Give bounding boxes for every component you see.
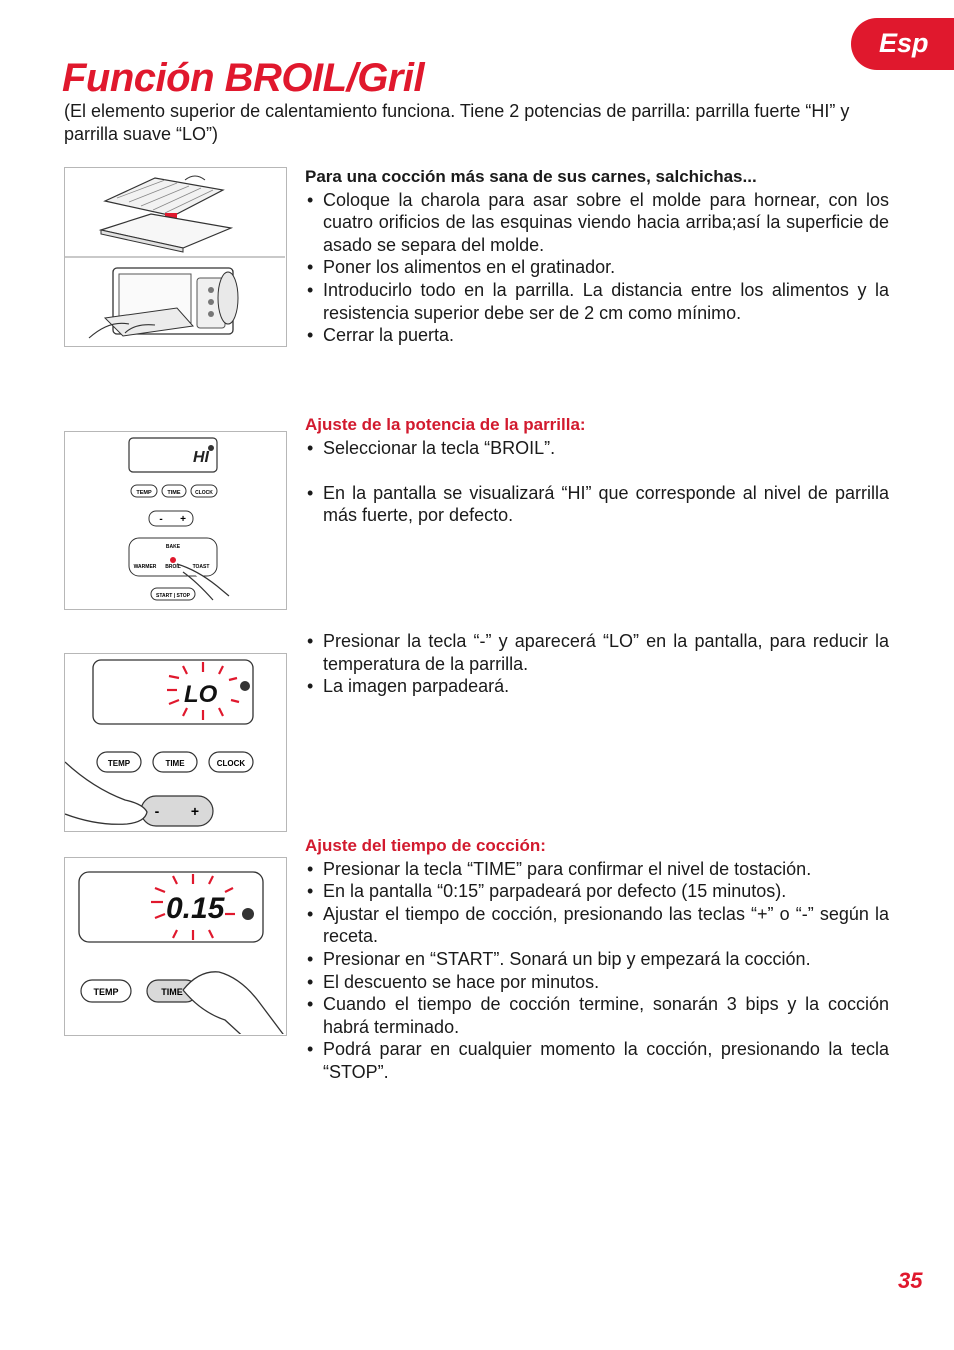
lcd-readout: LO (184, 681, 218, 708)
temp-button: TEMP (136, 490, 152, 496)
list-item: • Cuando el tiempo de cocción termine, sonarán 3 bips y la cocción habrá terminado. (305, 993, 889, 1038)
start-stop-button: START | STOP (156, 593, 190, 599)
time-button: TIME (167, 490, 181, 496)
list-item: • Seleccionar la tecla “BROIL”. (305, 437, 889, 460)
minus-button: - (154, 803, 160, 819)
lcd-readout: 0.15 (166, 892, 225, 925)
list-item: • Podrá parar en cualquier momento la cocción, presionando la tecla “STOP”. (305, 1038, 889, 1083)
lcd-display (93, 660, 253, 724)
list-item: • Coloque la charola para asar sobre el molde para hornear, con los cuatro orificios de las esquinas viendo hacia arriba;así la superficie de asado se separa del molde. (305, 189, 889, 257)
temp-button: TEMP (93, 987, 119, 997)
section-broil-prep (305, 166, 889, 347)
finger-drawing (183, 972, 285, 1034)
list-item: • Presionar la tecla “-” y aparecerá “LO” en la pantalla, para reducir la temperatura de la parrilla. (305, 630, 889, 675)
language-tab: Esp (851, 18, 954, 70)
clock-icon (242, 908, 254, 920)
control-panel-hi-illustration (64, 431, 287, 610)
time-button: TIME (165, 759, 185, 768)
instruction-list (305, 630, 889, 698)
section-broil-power (305, 414, 889, 527)
toaster-oven-drawing (89, 268, 238, 338)
toast-button: TOAST (192, 564, 210, 570)
instruction-list (305, 858, 889, 1084)
broil-indicator-icon (170, 557, 176, 563)
baking-pan-drawing (101, 214, 231, 252)
clock-button: CLOCK (195, 490, 213, 496)
lcd-readout: HI (193, 449, 209, 466)
list-item: • Presionar en “START”. Sonará un bip y empezará la cocción. (305, 948, 889, 971)
list-item: • Introducirlo todo en la parrilla. La distancia entre los alimentos y la resistencia superior debe ser de 2 cm como mínimo. (305, 279, 889, 324)
list-item: • En la pantalla “0:15” parpadeará por defecto (15 minutos). (305, 880, 889, 903)
temp-button: TEMP (107, 759, 131, 768)
warmer-button: WARMER (133, 564, 157, 570)
list-item: • Cerrar la puerta. (305, 324, 889, 347)
instruction-list (305, 437, 889, 527)
intro-text: (El elemento superior de calentamiento funciona. Tiene 2 potencias de parrilla: parrilla fuerte “HI” y parrilla suave “LO”) (64, 101, 850, 144)
section-heading: Para una cocción más sana de sus carnes, salchichas... (305, 167, 757, 186)
clock-button: CLOCK (216, 759, 246, 768)
plus-button: + (180, 514, 186, 525)
section-lo-setting (305, 630, 889, 698)
minus-button: - (159, 514, 163, 525)
bake-button: BAKE (165, 544, 181, 550)
list-item: • Poner los alimentos en el gratinador. (305, 256, 889, 279)
instruction-list (305, 189, 889, 347)
section-heading: Ajuste del tiempo de cocción: (305, 836, 546, 855)
control-panel-lo-illustration (64, 653, 287, 832)
list-item: • La imagen parpadeará. (305, 675, 889, 698)
grill-rack-drawing (105, 176, 223, 216)
section-cooking-time (305, 835, 889, 1084)
page-title: Función BROIL/Gril (62, 56, 425, 100)
section-heading: Ajuste de la potencia de la parrilla: (305, 415, 586, 434)
list-item: • En la pantalla se visualizará “HI” que corresponde al nivel de parrilla más fuerte, por defecto. (305, 482, 889, 527)
list-item: • El descuento se hace por minutos. (305, 971, 889, 994)
broil-button: BROIL (165, 564, 181, 570)
time-button: TIME (161, 987, 183, 997)
list-item: • Presionar la tecla “TIME” para confirmar el nivel de tostación. (305, 858, 889, 881)
list-item: • Ajustar el tiempo de cocción, presionando las teclas “+” o “-” según la receta. (305, 903, 889, 948)
plus-button: + (190, 803, 200, 819)
page-number: 35 (898, 1268, 923, 1293)
control-panel-time-illustration (64, 857, 287, 1036)
broil-tray-illustration (64, 167, 287, 347)
